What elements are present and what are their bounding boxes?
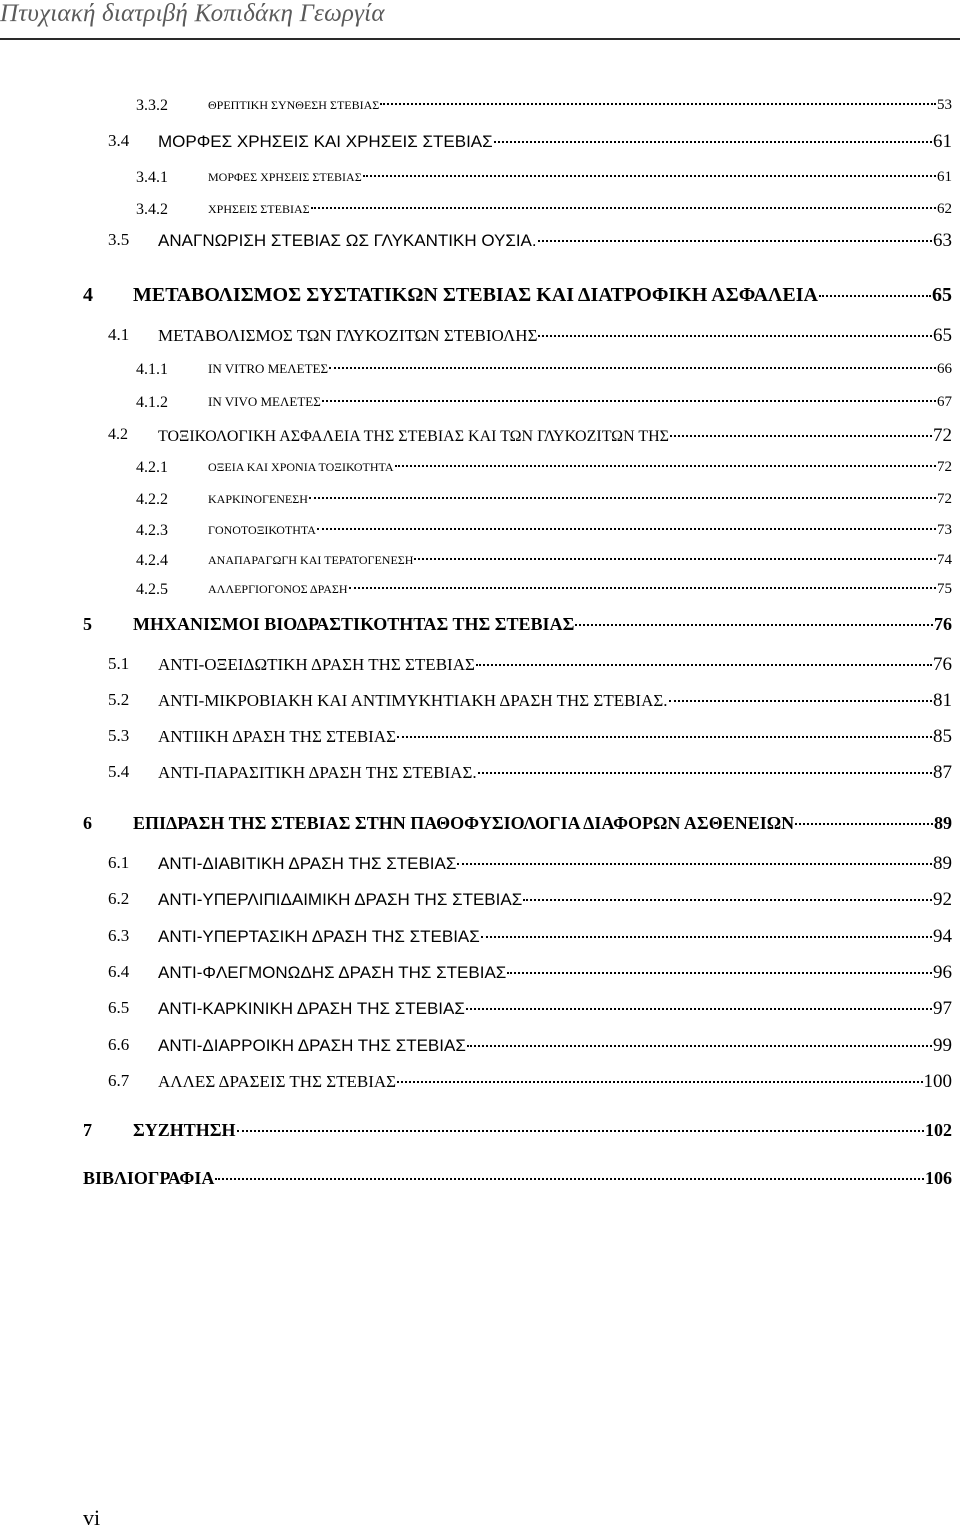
toc-entry[interactable]	[108, 654, 952, 677]
toc-entry-page: 61	[937, 169, 952, 185]
toc-entry-page: 65	[932, 284, 952, 306]
toc-dot-leader	[317, 528, 936, 530]
toc-entry-page: 89	[934, 813, 952, 833]
toc-entry-title: ΑΝΤΙ-ΔΙΑΒΙΤΙΚΗ ΔΡΑΣΗ ΤΗΣ ΣΤΕΒΙΑΣ	[158, 854, 457, 873]
toc-entry-title: IN VIVO ΜΕΛΕΤΕΣ	[208, 394, 321, 409]
toc-entry-page: 87	[933, 762, 952, 783]
toc-dot-leader	[215, 1178, 924, 1180]
toc-entry-page: 67	[937, 394, 952, 410]
toc-entry-page: 102	[925, 1120, 952, 1140]
toc-entry-page: 76	[933, 654, 952, 675]
toc-dot-leader	[237, 1130, 924, 1132]
toc-entry-page: 75	[937, 581, 952, 597]
toc-entry-title: ΜΟΡΦΕΣ ΧΡΗΣΕΙΣ ΣΤΕΒΙΑΣ	[208, 170, 362, 184]
toc-entry-number: 5	[83, 614, 92, 634]
toc-entry-page: 99	[933, 1035, 952, 1056]
toc-entry-page: 92	[933, 889, 952, 910]
toc-entry-title: ΑΝΤΙΙΚΗ ΔΡΑΣΗ ΤΗΣ ΣΤΕΒΙΑΣ	[158, 727, 396, 746]
toc-entry-number: 4.1.2	[136, 394, 168, 411]
toc-entry-title: ΚΑΡΚΙΝΟΓΕΝΕΣΗ	[208, 492, 308, 506]
toc-dot-leader	[309, 497, 936, 499]
toc-entry[interactable]	[108, 853, 952, 876]
toc-entry[interactable]	[108, 998, 952, 1021]
toc-entry-number: 6.2	[108, 889, 130, 908]
toc-entry[interactable]	[136, 580, 952, 598]
toc-entry-title: IN VITRO ΜΕΛΕΤΕΣ	[208, 361, 329, 376]
toc-entry-page: 53	[937, 97, 952, 113]
toc-entry-page: 89	[933, 853, 952, 874]
toc-dot-leader	[349, 587, 936, 589]
toc-entry[interactable]	[83, 614, 952, 636]
toc-entry[interactable]	[108, 230, 952, 253]
toc-entry-number: 4.2.4	[136, 552, 168, 569]
toc-entry[interactable]	[136, 490, 952, 508]
toc-entry-page: 73	[937, 522, 952, 538]
toc-entry[interactable]	[108, 926, 952, 949]
toc-entry-title: ΜΕΤΑΒΟΛΙΣΜΟΣ ΤΩΝ ΓΛΥΚΟΖΙΤΩΝ ΣΤΕΒΙΟΛΗΣ	[158, 326, 538, 345]
toc-entry-page: 85	[933, 726, 952, 747]
toc-dot-leader	[466, 1008, 932, 1010]
toc-entry-number: 4.1	[108, 325, 130, 344]
toc-entry-title: ΣΥΖΗΤΗΣΗ	[133, 1120, 236, 1140]
toc-entry[interactable]	[136, 521, 952, 539]
toc-dot-leader	[380, 103, 936, 105]
toc-entry-number: 6.6	[108, 1035, 130, 1054]
toc-entry-title: ΜΕΤΑΒΟΛΙΣΜΟΣ ΣΥΣΤΑΤΙΚΩΝ ΣΤΕΒΙΑΣ ΚΑΙ ΔΙΑΤΡΟΦΙΚΗ ΑΣΦΑΛΕΙΑ	[133, 284, 818, 306]
toc-dot-leader	[669, 700, 932, 702]
toc-entry[interactable]	[136, 458, 952, 476]
toc-entry-page: 72	[937, 491, 952, 507]
toc-entry[interactable]	[136, 168, 952, 186]
toc-entry[interactable]	[108, 1071, 952, 1094]
toc-entry-number: 3.4.1	[136, 169, 168, 186]
toc-entry-number: 4.2.5	[136, 581, 168, 598]
toc-dot-leader	[363, 175, 936, 177]
toc-entry-number: 4.2	[108, 426, 128, 443]
toc-dot-leader	[538, 335, 932, 337]
toc-entry-page: 72	[933, 425, 952, 446]
toc-entry-page: 97	[933, 998, 952, 1019]
toc-entry-title: ΑΛΛΕΣ ΔΡΑΣΕΙΣ ΤΗΣ ΣΤΕΒΙΑΣ	[158, 1072, 397, 1091]
toc-entry-title: ΑΝΤΙ-ΦΛΕΓΜΟΝΩΔΗΣ ΔΡΑΣΗ ΤΗΣ ΣΤΕΒΙΑΣ	[158, 963, 507, 982]
toc-dot-leader	[819, 295, 931, 297]
toc-entry-page: 106	[925, 1168, 952, 1188]
toc-dot-leader	[575, 624, 933, 626]
toc-entry-number: 4.2.2	[136, 491, 168, 508]
toc-entry-title: ΟΞΕΙΑ ΚΑΙ ΧΡΟΝΙΑ ΤΟΞΙΚΟΤΗΤΑ	[208, 460, 394, 474]
toc-entry[interactable]	[108, 962, 952, 985]
toc-dot-leader	[494, 141, 932, 143]
toc-entry-number: 4.2.3	[136, 522, 168, 539]
toc-entry-number: 5.3	[108, 726, 130, 745]
toc-dot-leader	[322, 400, 936, 402]
toc-entry-title: ΑΝΤΙ-ΚΑΡΚΙΝΙΚΗ ΔΡΑΣΗ ΤΗΣ ΣΤΕΒΙΑΣ	[158, 999, 465, 1018]
toc-dot-leader	[538, 240, 932, 242]
toc-entry[interactable]	[136, 551, 952, 569]
toc-entry-page: 66	[937, 361, 952, 377]
toc-entry-title: ΕΠΙΔΡΑΣΗ ΤΗΣ ΣΤΕΒΙΑΣ ΣΤΗΝ ΠΑΘΟΦΥΣΙΟΛΟΓΙΑ ΔΙΑΦΟΡΩΝ ΑΣΘΕΝΕΙΩΝ	[133, 813, 795, 833]
toc-entry-title: ΑΝΤΙ-ΟΞΕΙΔΩΤΙΚΗ ΔΡΑΣΗ ΤΗΣ ΣΤΕΒΙΑΣ	[158, 655, 475, 674]
toc-entry-number: 3.5	[108, 230, 130, 249]
toc-entry[interactable]	[108, 690, 952, 713]
page-header-title: Πτυχιακή διατριβή Κοπιδάκη Γεωργία	[0, 0, 385, 27]
toc-entry-page: 63	[933, 230, 952, 251]
toc-entry-title: ΒΙΒΛΙΟΓΡΑΦΙΑ	[83, 1168, 215, 1188]
toc-dot-leader	[523, 899, 932, 901]
toc-entry-number: 7	[83, 1120, 92, 1140]
toc-entry-number: 3.4	[108, 131, 130, 150]
toc-entry-page: 96	[933, 962, 952, 983]
toc-dot-leader	[329, 367, 936, 369]
toc-dot-leader	[397, 736, 932, 738]
toc-dot-leader	[478, 772, 932, 774]
toc-entry-page: 94	[933, 926, 952, 947]
toc-entry[interactable]	[83, 283, 952, 307]
toc-entry-number: 6.5	[108, 998, 130, 1017]
toc-entry-page: 62	[937, 201, 952, 217]
toc-entry-title: ΜΗΧΑΝΙΣΜΟΙ ΒΙΟΔΡΑΣΤΙΚΟΤΗΤΑΣ ΤΗΣ ΣΤΕΒΙΑΣ	[133, 614, 575, 634]
toc-entry-number: 6.1	[108, 853, 130, 872]
toc-entry-number: 3.4.2	[136, 201, 168, 218]
toc-dot-leader	[457, 863, 932, 865]
toc-entry-title: ΘΡΕΠΤΙΚΗ ΣΥΝΘΕΣΗ ΣΤΕΒΙΑΣ	[208, 98, 380, 112]
toc-entry-number: 3.3.2	[136, 97, 168, 114]
toc-entry-title: ΑΝΑΠΑΡΑΓΩΓΗ ΚΑΙ ΤΕΡΑΤΟΓΕΝΕΣΗ	[208, 553, 414, 567]
toc-entry[interactable]	[108, 726, 952, 749]
toc-entry-number: 5.4	[108, 762, 130, 781]
toc-entry-number: 4	[83, 284, 93, 306]
toc-entry-title: ΑΝΤΙ-ΥΠΕΡΛΙΠΙΔΑΙΜΙΚΗ ΔΡΑΣΗ ΤΗΣ ΣΤΕΒΙΑΣ	[158, 890, 523, 909]
toc-entry-title: ΓΟΝΟΤΟΞΙΚΟΤΗΤΑ	[208, 523, 316, 537]
toc-entry-title: ΑΛΛΕΡΓΙΟΓΟΝΟΣ ΔΡΑΣΗ	[208, 582, 348, 596]
toc-dot-leader	[795, 823, 933, 825]
toc-entry[interactable]	[136, 96, 952, 114]
toc-entry[interactable]	[136, 393, 952, 411]
toc-entry-title: ΑΝΤΙ-ΥΠΕΡΤΑΣΙΚΗ ΔΡΑΣΗ ΤΗΣ ΣΤΕΒΙΑΣ	[158, 927, 480, 946]
toc-entry[interactable]	[83, 813, 952, 835]
toc-dot-leader	[476, 664, 932, 666]
toc-dot-leader	[467, 1045, 932, 1047]
toc-entry-page: 100	[923, 1071, 952, 1092]
toc-entry[interactable]	[83, 1168, 952, 1190]
toc-entry[interactable]	[136, 200, 952, 218]
toc-entry[interactable]	[108, 1035, 952, 1058]
toc-entry-title: ΜΟΡΦΕΣ ΧΡΗΣΕΙΣ ΚΑΙ ΧΡΗΣΕΙΣ ΣΤΕΒΙΑΣ	[158, 132, 493, 151]
toc-entry[interactable]	[83, 1120, 952, 1142]
toc-dot-leader	[395, 465, 936, 467]
toc-dot-leader	[414, 558, 936, 560]
toc-entry[interactable]	[108, 889, 952, 912]
toc-dot-leader	[481, 936, 932, 938]
toc-entry-page: 81	[933, 690, 952, 711]
toc-entry-number: 4.1.1	[136, 361, 168, 378]
toc-entry-title: ΑΝΑΓΝΩΡΙΣΗ ΣΤΕΒΙΑΣ ΩΣ ΓΛΥΚΑΝΤΙΚΗ ΟΥΣΙΑ.	[158, 231, 537, 250]
toc-entry[interactable]	[108, 325, 952, 348]
toc-entry-title: ΑΝΤΙ-ΔΙΑΡΡΟΙΚΗ ΔΡΑΣΗ ΤΗΣ ΣΤΕΒΙΑΣ	[158, 1036, 466, 1055]
toc-dot-leader	[507, 972, 932, 974]
toc-dot-leader	[311, 207, 936, 209]
toc-entry[interactable]	[108, 131, 952, 154]
toc-entry-number: 5.1	[108, 654, 130, 673]
toc-dot-leader	[397, 1081, 922, 1083]
toc-entry-page: 61	[933, 131, 952, 152]
toc-entry-number: 4.2.1	[136, 459, 168, 476]
toc-entry-number: 5.2	[108, 690, 130, 709]
page-number: vi	[83, 1505, 101, 1530]
toc-entry-number: 6.7	[108, 1071, 130, 1090]
toc-dot-leader	[670, 435, 932, 437]
toc-entry-page: 72	[937, 459, 952, 475]
toc-entry[interactable]	[136, 360, 952, 378]
toc-entry-title: ΑΝΤΙ-ΠΑΡΑΣΙΤΙΚΗ ΔΡΑΣΗ ΤΗΣ ΣΤΕΒΙΑΣ.	[158, 763, 477, 782]
toc-entry-title: ΑΝΤΙ-ΜΙΚΡΟΒΙΑΚΗ ΚΑΙ ΑΝΤΙΜΥΚΗΤΙΑΚΗ ΔΡΑΣΗ ΤΗΣ ΣΤΕΒΙΑΣ.	[158, 691, 668, 710]
toc-entry-number: 6.4	[108, 962, 130, 981]
toc-entry[interactable]	[108, 425, 952, 448]
toc-entry-page: 76	[934, 614, 952, 634]
toc-entry-title: ΤΟΞΙΚΟΛΟΓΙΚΗ ΑΣΦΑΛΕΙΑ ΤΗΣ ΣΤΕΒΙΑΣ ΚΑΙ ΤΩΝ ΓΛΥΚΟΖΙΤΩΝ ΤΗΣ	[158, 428, 669, 445]
toc-entry-page: 74	[937, 552, 952, 568]
toc-entry-number: 6.3	[108, 926, 130, 945]
toc-entry-page: 65	[933, 325, 952, 346]
toc-entry[interactable]	[108, 762, 952, 785]
toc-entry-title: ΧΡΗΣΕΙΣ ΣΤΕΒΙΑΣ	[208, 202, 310, 216]
toc-entry-number: 6	[83, 813, 92, 833]
